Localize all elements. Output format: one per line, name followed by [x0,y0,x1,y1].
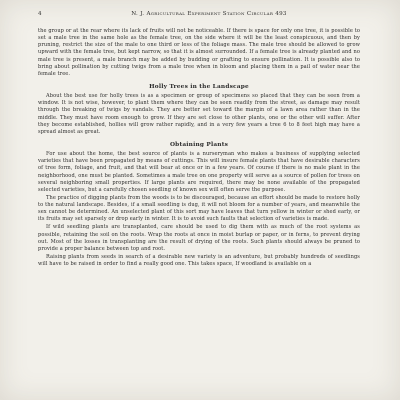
paragraph: the group or at the rear where its lack of fruits will not be noticeable. If there is space for only one tree, it is possible to set a male tree in the same hole as the female tree, on the side where it will be the least conspicuous, and then by pruning, restrict the size of the male to one third or less of the foliage mass. The male tree should be allowed to grow upward with the female tree, but kept narrow, so that it is almost surrounded. If a female tree is already planted and no male tree is present, a male branch may be added by budding or grafting to ensure pollination. It is possible also to bring about pollination by cutting twigs from a male tree when in bloom and placing them in a pail of water near the female tree. [38,28,360,77]
paragraph: The practice of digging plants from the woods is to be discouraged, because an effort should be made to restore holly to the natural landscape. Besides, if a small seedling is dug, it will not bloom for a number of years, and meanwhile the sex cannot be determined. An unselected plant of this sort may have leaves that turn yellow in winter or shed early, or its fruits may set sparsely or drop early in winter. It is to avoid such faults that selection of varieties is made. [38,194,360,223]
series-title: N. J. Agricultural Experiment Station Circular 493 [131,11,287,17]
paragraph: About the best use for holly trees is as a specimen or group of specimens so placed that they can be seen from a window. It is not wise, however, to plant them where they can be seen readily from the street, as damage may result through the breaking of twigs by vandals. They are better set toward the margin of a lawn area rather than in the middle. They must have room enough to grow. If they are set close to other plants, one or the other will suffer. After they become established, hollies will grow rather rapidly, and in a very few years a tree 6 to 8 feet high may have a spread almost as great. [38,93,360,135]
section-heading-obtaining-plants: Obtaining Plants [169,142,229,149]
printed-page [38,10,360,400]
paragraph: For use about the home, the best source of plants is a nurseryman who makes a business of supplying selected varieties that have been propagated by means of cuttings. This will insure female plants that have desirable characters of tree form, foliage, and fruit, and that will bear at once or in a few years. Of course if there is no male plant in the neighborhood, one must be planted. Sometimes a male tree on one property will serve as a source of pollen for trees on several neighboring small properties. If large plants are required, there may be none available of the propagated selected varieties, but a carefully chosen seedling of known sex will often serve the purpose. [38,151,360,193]
page-number: 4 [38,11,42,17]
section-heading-landscape: Holly Trees in the Landscape [149,84,249,91]
paragraph: If wild seedling plants are transplanted, care should be used to dig them with as much of the root systems as possible, retaining the soil on the roots. Wrap the roots at once in moist burlap or paper, or in ferns, to prevent drying out. Most of the losses in transplanting are the result of drying of the roots. Such plants should always be pruned to provide a proper balance between top and root. [38,224,360,252]
running-header [38,10,360,19]
body-text [38,28,360,268]
paragraph: Raising plants from seeds in search of a desirable new variety is an adventure, but probably hundreds of seedlings will have to be raised in order to find a really good one. This takes space, If woodland is available on a [38,253,360,268]
